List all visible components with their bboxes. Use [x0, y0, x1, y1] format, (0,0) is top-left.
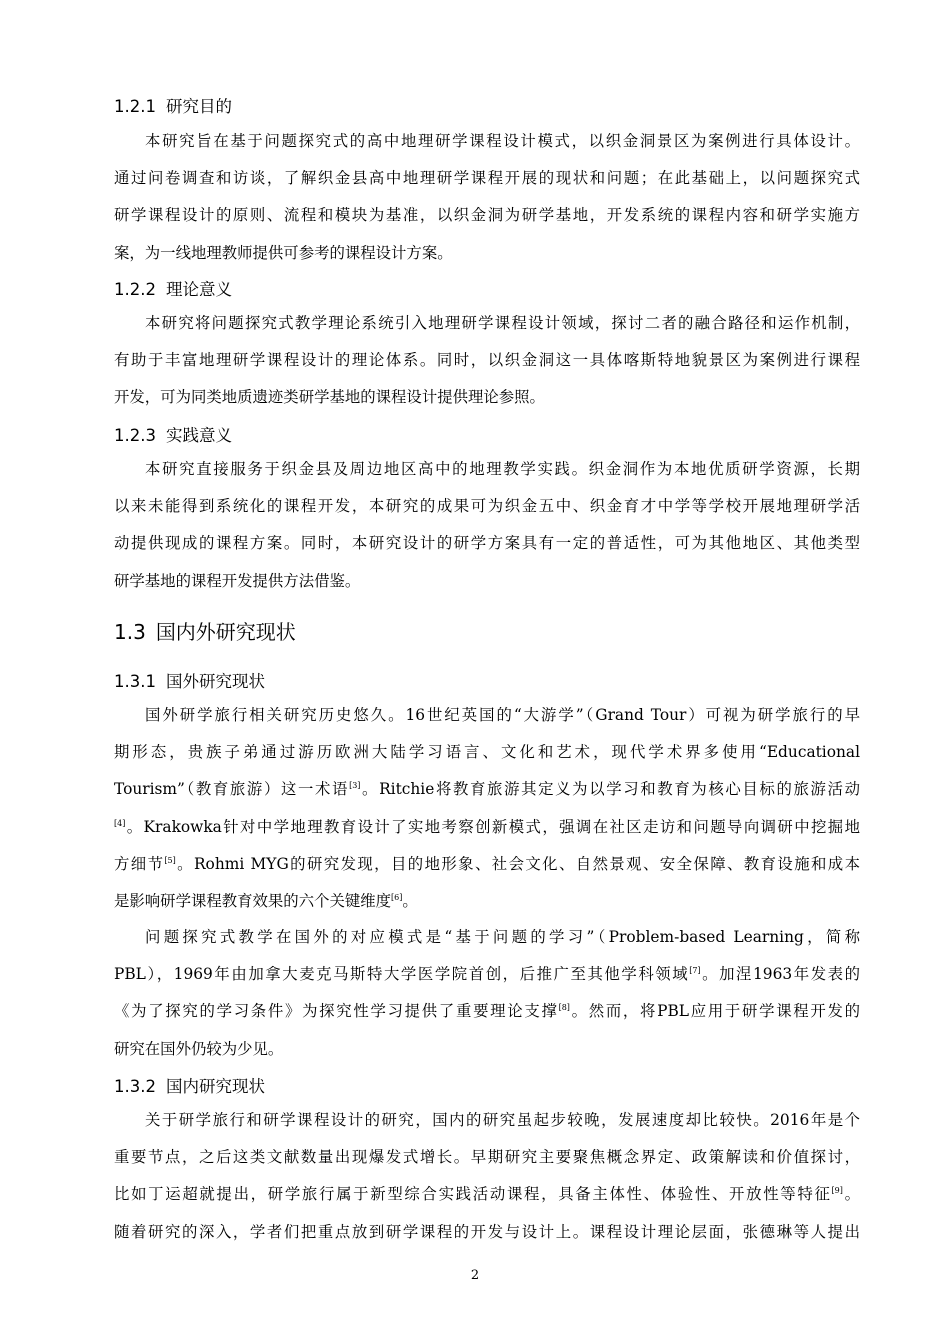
- text-line: 关于研学旅行和研学课程设计的研究，国内的研究虽起步较晚，发展速度却比较快。2016年是个: [145, 1111, 860, 1129]
- text-line: 国外研学旅行相关研究历史悠久。16世纪英国的“大游学”（Grand Tour）可视为研学旅行的早: [145, 706, 860, 724]
- citation-marker: [7]: [689, 966, 701, 976]
- section-heading-1-3-2: [114, 1073, 265, 1097]
- text-segment: 。Krakowka针对中学地理教育设计了实地考察创新模式，强调在社区走访和问题导向调研中挖掘地: [125, 817, 860, 836]
- text-line: 开发，可为同类地质遗迹类研学基地的课程设计提供理论参照。: [114, 388, 545, 407]
- text-segment: 。Rohmi MYG的研究发现，目的地形象、社会文化、自然景观、安全保障、教育设施和成本: [175, 854, 860, 873]
- text-line: 研学基地的课程开发提供方法借鉴。: [114, 571, 361, 590]
- section-heading-1-3-1: [114, 668, 265, 692]
- text-line: [114, 1176, 860, 1213]
- text-line: 以来未能得到系统化的课程开发，本研究的成果可为织金五中、织金育才中学等学校开展地理研学活: [114, 497, 860, 516]
- text-segment: 《为了探究的学习条件》为探究性学习提供了重要理论支撑: [114, 1002, 559, 1021]
- section-number: 1.3: [114, 620, 146, 644]
- paragraph-research-purpose: [114, 123, 860, 272]
- section-number: 1.3.1: [114, 672, 156, 691]
- text-line: 本研究将问题探究式教学理论系统引入地理研学课程设计领域，探讨二者的融合路径和运作机制，: [145, 314, 860, 332]
- text-segment: Tourism”（教育旅游）这一术语: [114, 780, 350, 799]
- text-line: 重要节点，之后这类文献数量出现爆发式增长。早期研究主要聚焦概念界定、政策解读和价值探讨，: [114, 1148, 860, 1167]
- paragraph-domestic-research: [114, 1102, 860, 1251]
- paragraph-foreign-research-1: [114, 697, 860, 920]
- text-line: 案，为一线地理教师提供可参考的课程设计方案。: [114, 243, 453, 262]
- section-title: 国内研究现状: [165, 1077, 265, 1096]
- text-segment: 。加涅1963年发表的: [700, 965, 860, 984]
- text-line: 研学课程设计的原则、流程和模块为基准，以织金洞为研学基地，开发系统的课程内容和研学实施方: [114, 206, 860, 225]
- section-title: 研究目的: [165, 97, 232, 116]
- text-line: [114, 956, 860, 993]
- text-line: [114, 846, 860, 883]
- text-line: 有助于丰富地理研学课程设计的理论体系。同时，以织金洞这一具体喀斯特地貌景区为案例进行课程: [114, 351, 860, 370]
- section-title: 实践意义: [165, 426, 232, 445]
- section-heading-1-2-3: [114, 422, 232, 446]
- text-segment: 。: [402, 892, 418, 911]
- text-segment: 比如丁运超就提出，研学旅行属于新型综合实践活动课程，具备主体性、体验性、开放性等特征: [114, 1185, 832, 1204]
- citation-marker: [3]: [349, 781, 361, 791]
- text-line: 动提供现成的课程方案。同时，本研究设计的研学方案具有一定的普适性，可为其他地区、其他类型: [114, 534, 860, 553]
- text-segment: 。: [842, 1185, 860, 1204]
- text-line: [114, 883, 860, 920]
- text-segment: 。然而，将PBL应用于研学课程开发的: [569, 1002, 860, 1021]
- citation-marker: [8]: [558, 1003, 570, 1013]
- text-line: 随着研究的深入，学者们把重点放到研学课程的开发与设计上。课程设计理论层面，张德琳等人提出: [114, 1222, 860, 1241]
- citation-marker: [9]: [831, 1186, 843, 1196]
- text-line: 研究在国外仍较为少见。: [114, 1039, 284, 1058]
- section-number: 1.2.1: [114, 97, 156, 116]
- text-segment: 。Ritchie将教育旅游其定义为以学习和教育为核心目标的旅游活动: [360, 780, 860, 799]
- section-title: 理论意义: [165, 280, 232, 299]
- text-line: 问题探究式教学在国外的对应模式是“基于问题的学习”（Problem-based Learning，简称: [145, 928, 860, 946]
- paragraph-foreign-research-2: [114, 919, 860, 1068]
- paragraph-theoretical-significance: [114, 305, 860, 417]
- section-title: 国内外研究现状: [155, 620, 296, 644]
- section-heading-1-2-1: [114, 93, 232, 117]
- section-heading-1-3: [114, 616, 296, 645]
- section-number: 1.2.2: [114, 280, 156, 299]
- text-segment: 是影响研学课程教育效果的六个关键维度: [114, 892, 392, 911]
- text-line: 本研究旨在基于问题探究式的高中地理研学课程设计模式，以织金洞景区为案例进行具体设计。: [145, 132, 860, 150]
- paragraph-practical-significance: [114, 451, 860, 600]
- section-heading-1-2-2: [114, 276, 232, 300]
- citation-marker: [4]: [114, 818, 126, 828]
- text-line: 通过问卷调查和访谈，了解织金县高中地理研学课程开展的现状和问题；在此基础上，以问题探究式: [114, 169, 860, 188]
- text-line: [114, 771, 860, 808]
- text-segment: 方细节: [114, 854, 165, 873]
- citation-marker: [6]: [391, 892, 403, 902]
- section-number: 1.3.2: [114, 1077, 156, 1096]
- citation-marker: [5]: [164, 855, 176, 865]
- text-line: [114, 993, 860, 1030]
- text-line: 本研究直接服务于织金县及周边地区高中的地理教学实践。织金洞作为本地优质研学资源，长期: [145, 460, 860, 478]
- text-line: [114, 809, 860, 846]
- text-line: 期形态，贵族子弟通过游历欧洲大陆学习语言、文化和艺术，现代学术界多使用“Educational: [114, 743, 860, 762]
- section-title: 国外研究现状: [165, 672, 265, 691]
- text-segment: PBL），1969年由加拿大麦克马斯特大学医学院首创，后推广至其他学科领域: [114, 965, 690, 984]
- section-number: 1.2.3: [114, 426, 156, 445]
- page-number: 2: [470, 1268, 480, 1283]
